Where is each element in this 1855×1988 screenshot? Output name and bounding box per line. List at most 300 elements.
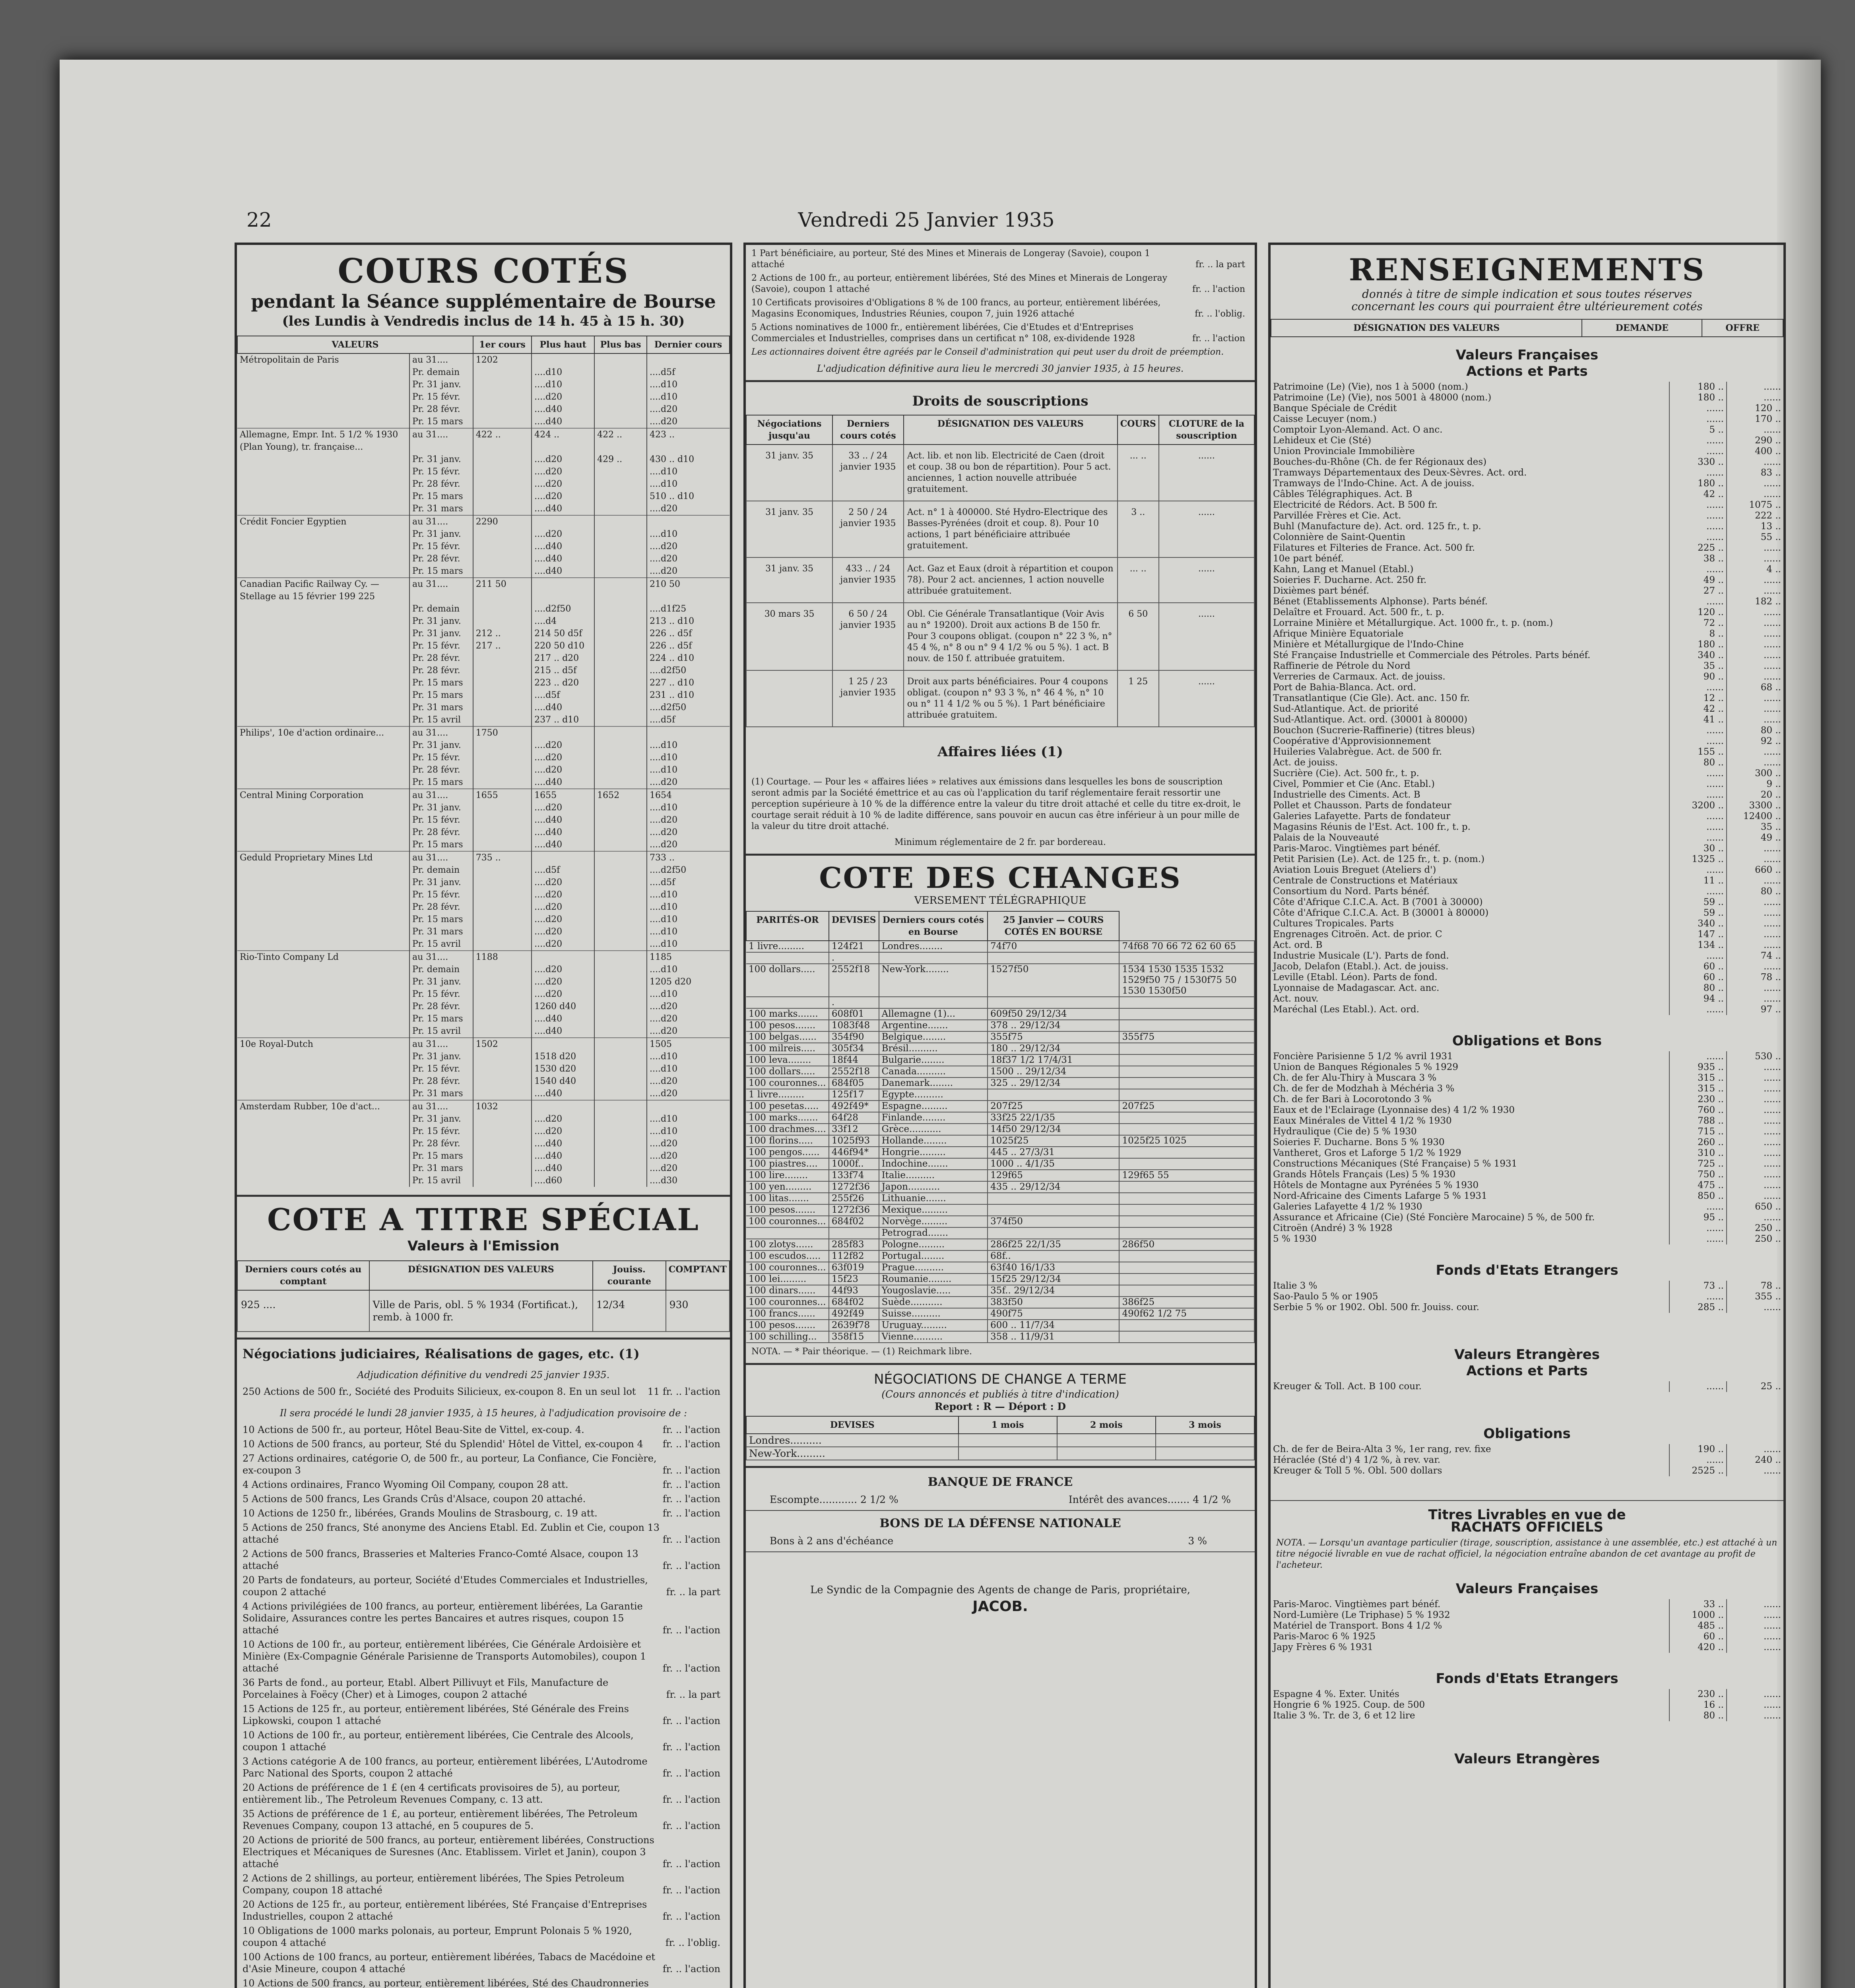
cours-value [594,938,647,951]
nego-item-text: 10 Actions de 500 francs, au porteur, Sté du Splendid' Hôtel de Vittel, ex-coupon 4 [243,1439,643,1450]
cours-value: ....d10 [647,478,730,490]
rens-offre: ...... [1727,489,1783,500]
cours-row [237,826,730,839]
rens-designation: Engrenages Citroën. Act. de prior. C [1273,929,1442,940]
changes-cell [1119,1262,1254,1274]
changes-cell: 445 .. 27/3/31 [988,1147,1119,1158]
changes-cell: 490f75 [988,1308,1119,1320]
cours-value [647,1100,730,1113]
rachat-fonds-row [1271,1689,1783,1700]
cours-value: ....d40 [532,403,594,415]
cours-value: ....d20 [647,1087,730,1100]
cours-value [594,366,647,379]
rens-demande: 340 .. [1669,650,1727,661]
special-cell: 12/34 [593,1290,666,1332]
cours-row [237,1025,730,1038]
cours-echeance: au 31.... [409,428,473,453]
rens-demande: 95 .. [1669,1212,1727,1223]
rens-designation: Comptoir Lyon-Alemand. Act. O anc. [1273,425,1443,435]
rens-demande: 35 .. [1669,661,1727,672]
cours-value: ....d20 [647,1075,730,1087]
cours-row [237,627,730,640]
nego-item [243,1977,724,1988]
rens-demande: 190 .. [1669,1444,1727,1455]
cours-value: ....d20 [532,466,594,478]
cours-value: ....d10 [647,466,730,478]
rens-demande: 225 .. [1669,543,1727,553]
rens-designation: Hongrie 6 % 1925. Coup. de 500 [1273,1700,1425,1710]
cours-valeur: Métropolitain de Paris [237,353,409,366]
rens-designation: Nord-Lumière (Le Triphase) 5 % 1932 [1273,1610,1450,1620]
rens-offre: 240 .. [1727,1455,1783,1466]
cours-value [473,652,532,664]
rens-designation: Banque Spéciale de Crédit [1273,403,1397,414]
nego-item [243,1951,724,1975]
droits-cell: 6 50 [1118,603,1159,670]
changes-cell: Petrograd....... [879,1227,988,1239]
cours-value [594,379,647,391]
cours-echeance: Pr. 15 févr. [409,391,473,403]
rens-obl-row [1271,1148,1783,1159]
cours-echeance: Pr. 15 févr. [409,814,473,826]
cours-value: 1502 [473,1038,532,1050]
cours-valeur: Amsterdam Rubber, 10e d'act... [237,1100,409,1113]
cours-value: ....d2f50 [647,701,730,714]
nego-item-price: fr. .. l'action [662,1479,720,1490]
cours-echeance: Pr. 15 avril [409,938,473,951]
changes-cell: Egypte.......... [879,1089,988,1101]
rens-designation: Maréchal (Les Etabl.). Act. ord. [1273,1004,1419,1015]
changes-cell [1119,1020,1254,1031]
cours-value [594,490,647,503]
rens-offre: ...... [1727,382,1783,392]
rens-action-row [1271,800,1783,811]
cours-value: ....d20 [647,1025,730,1038]
changes-cell: Norvège......... [879,1216,988,1227]
cours-valeur: Allemagne, Empr. Int. 5 1/2 % 1930 (Plan Young), tr. française... [237,428,409,453]
rens-designation: Sté Française Industrielle et Commerciale des Pétroles. Parts bénéf. [1273,650,1591,660]
cours-echeance: Pr. 15 févr. [409,988,473,1000]
changes-cell: 1000 .. 4/1/35 [988,1158,1119,1170]
rens-offre: ...... [1727,543,1783,553]
col2-item [751,322,1249,344]
changes-header: 25 Janvier — COURS COTÉS EN BOURSE [988,911,1119,941]
rens-offre: 660 .. [1727,865,1783,876]
rens-demande: ...... [1669,865,1727,876]
changes-cell [1119,1158,1254,1170]
cours-value: ....d10 [647,528,730,540]
nego-adj: Adjudication définitive du vendredi 25 janvier 1935. [357,1369,610,1380]
rens-offre: ...... [1727,1710,1783,1721]
cours-row [237,1113,730,1125]
cours-echeance: au 31.... [409,1038,473,1050]
cours-value [594,1162,647,1175]
cours-value [594,415,647,428]
rens-designation: Filatures et Filteries de France. Act. 500 fr. [1273,543,1475,553]
changes-cell [1119,997,1254,1008]
droits-row [746,501,1254,557]
cours-value: ....d10 [647,379,730,391]
rens-demande: ...... [1669,468,1727,478]
cours-echeance: Pr. 15 mars [409,415,473,428]
cours-valeur: Canadian Pacific Railway Cy. — Stellage au 15 février 199 225 [237,578,409,603]
rens-action-row [1271,736,1783,747]
changes-cell: 125f17 [829,1089,879,1101]
changes-row [746,1077,1254,1089]
changes-cell: 1500 .. 29/12/34 [988,1066,1119,1077]
changes-cell: 15f25 29/12/34 [988,1274,1119,1285]
changes-cell: Hollande........ [879,1135,988,1147]
changes-note: NOTA. — * Pair théorique. — (1) Reichmark libre. [751,1347,972,1357]
cours-row [237,428,730,453]
rens-action-row [1271,511,1783,521]
rens-action-row [1271,500,1783,511]
changes-cell: Pologne......... [879,1239,988,1250]
cours-value: ....d20 [647,1150,730,1162]
changes-cell: 609f50 29/12/34 [988,1008,1119,1020]
rens-designation: Italie 3 %. Tr. de 3, 6 et 12 lire [1273,1710,1415,1721]
cours-echeance: Pr. demain [409,963,473,976]
rens-obl-row [1271,1159,1783,1169]
nego-item-text: 27 Actions ordinaires, catégorie O, de 500 fr., au porteur, La Confiance, Cie Foncière, ex-coupon 3 [243,1453,657,1476]
changes-cell: 286f25 22/1/35 [988,1239,1119,1250]
nego-item-price: fr. .. l'action [662,1465,720,1476]
rens-designation: Ch. de fer Bari à Locorotondo 3 % [1273,1094,1432,1105]
changes-row [746,941,1254,952]
cours-echeance: Pr. 28 févr. [409,403,473,415]
cours-echeance: Pr. 28 févr. [409,664,473,677]
cours-value [532,1100,594,1113]
cours-value: 1655 [473,789,532,802]
rens-offre: ...... [1727,843,1783,854]
changes-row [746,1308,1254,1320]
rens-demande: 73 .. [1669,1281,1727,1291]
cours-row [237,976,730,988]
rens-designation: Japy Frères 6 % 1931 [1273,1642,1373,1652]
rens-offre: ...... [1727,1700,1783,1710]
rens-demande: 11 .. [1669,876,1727,886]
rens-sec8: Valeurs Etrangères [1454,1751,1600,1767]
changes-row [746,1227,1254,1239]
nego-item [243,1925,724,1949]
rens-demande: ...... [1669,596,1727,607]
cours-row [237,851,730,864]
changes-cell: 100 drachmes.... [746,1124,829,1135]
banque-rates [770,1493,1231,1506]
rens-designation: Industrielle des Ciments. Act. B [1273,790,1420,800]
rens-action-row [1271,382,1783,392]
nego-item-price: fr. .. l'action [662,1911,720,1922]
rens-offre: ...... [1727,1610,1783,1621]
changes-cell: 100 dollars..... [746,964,829,997]
rens-sec4b: Actions et Parts [1466,1363,1588,1379]
cours-valeur [237,478,409,490]
cours-value [594,1050,647,1063]
rens-offre: 650 .. [1727,1202,1783,1212]
cours-echeance: Pr. 31 mars [409,1087,473,1100]
nego-item-price: fr. .. l'action [662,1768,720,1779]
rens-demande: ...... [1669,736,1727,747]
cours-row [237,615,730,627]
special-header: COMPTANT [666,1261,730,1290]
cours-echeance: Pr. 31 janv. [409,876,473,889]
changes-cell: Vienne.......... [879,1331,988,1343]
rens-action-row [1271,1004,1783,1015]
droits-cell [746,670,832,727]
rens-demande: 33 .. [1669,1599,1727,1610]
rens-etr-obl-table [1271,1444,1783,1476]
cours-value [594,652,647,664]
rens-designation: Sucrière (Cie). Act. 500 fr., t. p. [1273,768,1419,779]
cours-row [237,664,730,677]
cours-row [237,789,730,802]
rens-action-row [1271,951,1783,961]
rens-sub2: concernant les cours qui pourraient être ultérieurement cotés [1351,300,1703,313]
cours-echeance: Pr. 31 mars [409,926,473,938]
rens-offre: ...... [1727,918,1783,929]
rens-demande: 147 .. [1669,929,1727,940]
droits-cell: 30 mars 35 [746,603,832,670]
cours-row [237,403,730,415]
cours-valeur: 10e Royal-Dutch [237,1038,409,1050]
cours-echeance: Pr. 15 févr. [409,1125,473,1138]
rens-demande: 38 .. [1669,553,1727,564]
rens-designation: Port de Bahia-Blanca. Act. ord. [1273,682,1416,693]
changes-cell: 446f94* [829,1147,879,1158]
cours-value: ....d20 [647,1162,730,1175]
terme-cell [959,1434,1057,1447]
rens-demande: 49 .. [1669,575,1727,586]
terme-cell [1057,1447,1156,1460]
cours-echeance: Pr. 15 mars [409,1013,473,1025]
cours-value [594,515,647,528]
changes-cell: 100 pesos....... [746,1204,829,1216]
rens-demande: 260 .. [1669,1137,1727,1148]
rens-designation: Delaître et Frouard. Act. 500 fr., t. p. [1273,607,1444,617]
changes-cell: Danemark........ [879,1077,988,1089]
rens-fonds-table [1271,1281,1783,1313]
changes-cell [879,952,988,964]
rens-offre: 78 .. [1727,1281,1783,1291]
cours-row [237,714,730,726]
nego-item [243,1452,724,1476]
cours-value: ....d10 [647,751,730,764]
nego-items [237,1424,730,1988]
nego-item-text: 4 Actions ordinaires, Franco Wyoming Oil Company, coupon 28 att. [243,1479,569,1490]
cours-value [473,1075,532,1087]
rens-header: DEMANDE [1582,319,1702,337]
cours-row [237,839,730,851]
rens-demande: 42 .. [1669,704,1727,714]
cours-value [594,466,647,478]
cours-value: ....d40 [532,826,594,839]
cours-value [473,1162,532,1175]
cours-row [237,1138,730,1150]
cours-valeur [237,528,409,540]
cours-value [473,1150,532,1162]
cours-value: 214 50 d5f [532,627,594,640]
droits-cell: Droit aux parts bénéficiaires. Pour 4 coupons obligat. (coupon n° 93 3 %, n° 46 4 %, n° 10 ou n° 11 4 1/2 % ou 5 %). 1 Part bénéficiaire attribuée gratuitem. [904,670,1118,727]
changes-header: PARITÉS-OR [746,911,829,941]
col2-item [751,273,1249,295]
rens-demande: 3200 .. [1669,800,1727,811]
cours-value: 423 .. [647,428,730,453]
rens-offre: ...... [1727,1062,1783,1073]
cours-value: ....d40 [532,1162,594,1175]
cours-value: 1202 [473,353,532,366]
rens-designation: Afrique Minière Equatoriale [1273,629,1404,639]
cours-value: 217 .. [473,640,532,652]
nego-item [243,1548,724,1572]
cours-header: Plus haut [532,336,594,353]
changes-cell: 100 florins..... [746,1135,829,1147]
rens-obl-row [1271,1234,1783,1244]
cours-row [237,726,730,739]
changes-cell: 129f65 55 [1119,1170,1254,1181]
cours-value: ....d10 [647,913,730,926]
rachat-row [1271,1599,1783,1610]
rens-demande: 60 .. [1669,972,1727,983]
cours-value [594,640,647,652]
rens-designation: Eaux et de l'Eclairage (Lyonnaise des) 4 1/2 % 1930 [1273,1105,1515,1115]
rens-action-row [1271,478,1783,489]
rens-etr-obl-row [1271,1455,1783,1466]
rens-designation: Magasins Réunis de l'Est. Act. 100 fr., t. p. [1273,822,1471,832]
droits-cell: ... .. [1118,445,1159,501]
cours-echeance: Pr. 28 févr. [409,764,473,776]
terme-devise: New-York......... [746,1447,959,1460]
rens-demande: ...... [1669,1004,1727,1015]
rens-action-row [1271,961,1783,972]
rachat-fonds-row [1271,1710,1783,1721]
rens-designation: Sao-Paulo 5 % or 1905 [1273,1291,1378,1302]
cours-value [594,764,647,776]
cours-value [473,603,532,615]
cours-value [473,739,532,751]
droits-row [746,445,1254,501]
rens-action-row [1271,650,1783,661]
cours-value [473,478,532,490]
rens-sec1: Valeurs Françaises [1455,347,1599,363]
changes-cell [829,1227,879,1239]
nego-item-price: fr. .. l'action [662,1741,720,1753]
cours-echeance: au 31.... [409,789,473,802]
cours-value [473,1113,532,1125]
cours-value [473,963,532,976]
cours-value [594,1000,647,1013]
droits-header: Négociations jusqu'au [746,415,832,445]
rens-action-row [1271,425,1783,435]
rens-demande: 16 .. [1669,1700,1727,1710]
affaires-liees: Affaires liées (1) [937,744,1063,760]
cours-echeance: Pr. 15 févr. [409,889,473,901]
cours-value: 429 .. [594,453,647,466]
cours-value: ....d20 [532,876,594,889]
cours-echeance: au 31.... [409,578,473,603]
cours-value: ....d20 [647,565,730,578]
minimum-note: Minimum réglementaire de 2 fr. par bordereau. [895,837,1106,847]
rens-offre: ...... [1727,1621,1783,1631]
cours-echeance: Pr. demain [409,603,473,615]
cours-echeance: au 31.... [409,851,473,864]
nego-item [243,1872,724,1896]
rens-designation: Paris-Maroc. Vingtièmes part bénéf. [1273,843,1441,854]
changes-cell: 286f50 [1119,1239,1254,1250]
cours-value [594,540,647,553]
rens-designation: Coopérative d'Approvisionnement [1273,736,1431,746]
banque-escompte: Escompte............ 2 1/2 % [770,1494,898,1505]
changes-cell [988,1204,1119,1216]
cours-row [237,652,730,664]
special-subtitle: Valeurs à l'Emission [407,1238,559,1254]
rens-demande: 315 .. [1669,1073,1727,1083]
cours-valeur: Philips', 10e d'action ordinaire... [237,726,409,739]
rens-offre: 68 .. [1727,682,1783,693]
rens-action-row [1271,607,1783,618]
cours-echeance: Pr. 28 févr. [409,1000,473,1013]
terme-cell [1057,1434,1156,1447]
cours-valeur [237,802,409,814]
nego-item-text: 20 Actions de préférence de 1 £ (en 4 certificats provisoires de 5), au porteur, entièrement lib., The Petroleum Revenues Company, c. 13 att. [243,1782,621,1805]
special-title: COTE A TITRE SPÉCIAL [267,1202,700,1237]
changes-row [746,1124,1254,1135]
rachat-row [1271,1642,1783,1653]
droits-cell: 433 .. / 24 janvier 1935 [832,557,904,603]
cours-value [473,814,532,826]
cours-row [237,988,730,1000]
cours-value [473,901,532,913]
terme-cell [959,1447,1057,1460]
rens-demande: ...... [1669,1291,1727,1302]
cours-value: 1188 [473,951,532,963]
cours-echeance: Pr. 15 mars [409,677,473,689]
rens-obl-table [1271,1051,1783,1244]
droits-header: Derniers cours cotés [832,415,904,445]
cours-table [237,336,730,1187]
cours-valeur [237,466,409,478]
cours-valeur [237,1113,409,1125]
cours-value: ....d20 [532,453,594,466]
cours-value [594,739,647,751]
droits-cell: ...... [1159,603,1254,670]
droits-cell: ...... [1159,670,1254,727]
rens-demande: ...... [1669,886,1727,897]
changes-cell: 100 escudos..... [746,1250,829,1262]
rens-demande: 155 .. [1669,747,1727,757]
nego-item-price: fr. .. l'oblig. [665,1937,720,1948]
rens-designation: Patrimoine (Le) (Vie), nos 5001 à 48000 (nom.) [1273,392,1492,403]
cours-value [594,553,647,565]
cours-valeur [237,739,409,751]
rens-sec4: Valeurs Etrangères [1454,1347,1600,1363]
terme-header: 1 mois [959,1416,1057,1434]
rens-offre: ...... [1727,994,1783,1004]
rens-demande: 715 .. [1669,1126,1727,1137]
cours-value: 422 .. [473,428,532,453]
cours-value: 231 .. d10 [647,689,730,701]
cours-value: ....d40 [532,839,594,851]
changes-header: DEVISES [829,911,879,941]
cours-value [594,864,647,876]
cours-valeur [237,540,409,553]
rens-action-row [1271,489,1783,500]
rens-sub1: donnés à titre de simple indication et sous toutes réserves [1362,287,1692,301]
rens-action-row [1271,897,1783,908]
changes-cell: Brésil.......... [879,1043,988,1054]
changes-cell: 492f49* [829,1101,879,1112]
rens-etr-obl-row [1271,1466,1783,1476]
cours-header: Dernier cours [647,336,730,353]
